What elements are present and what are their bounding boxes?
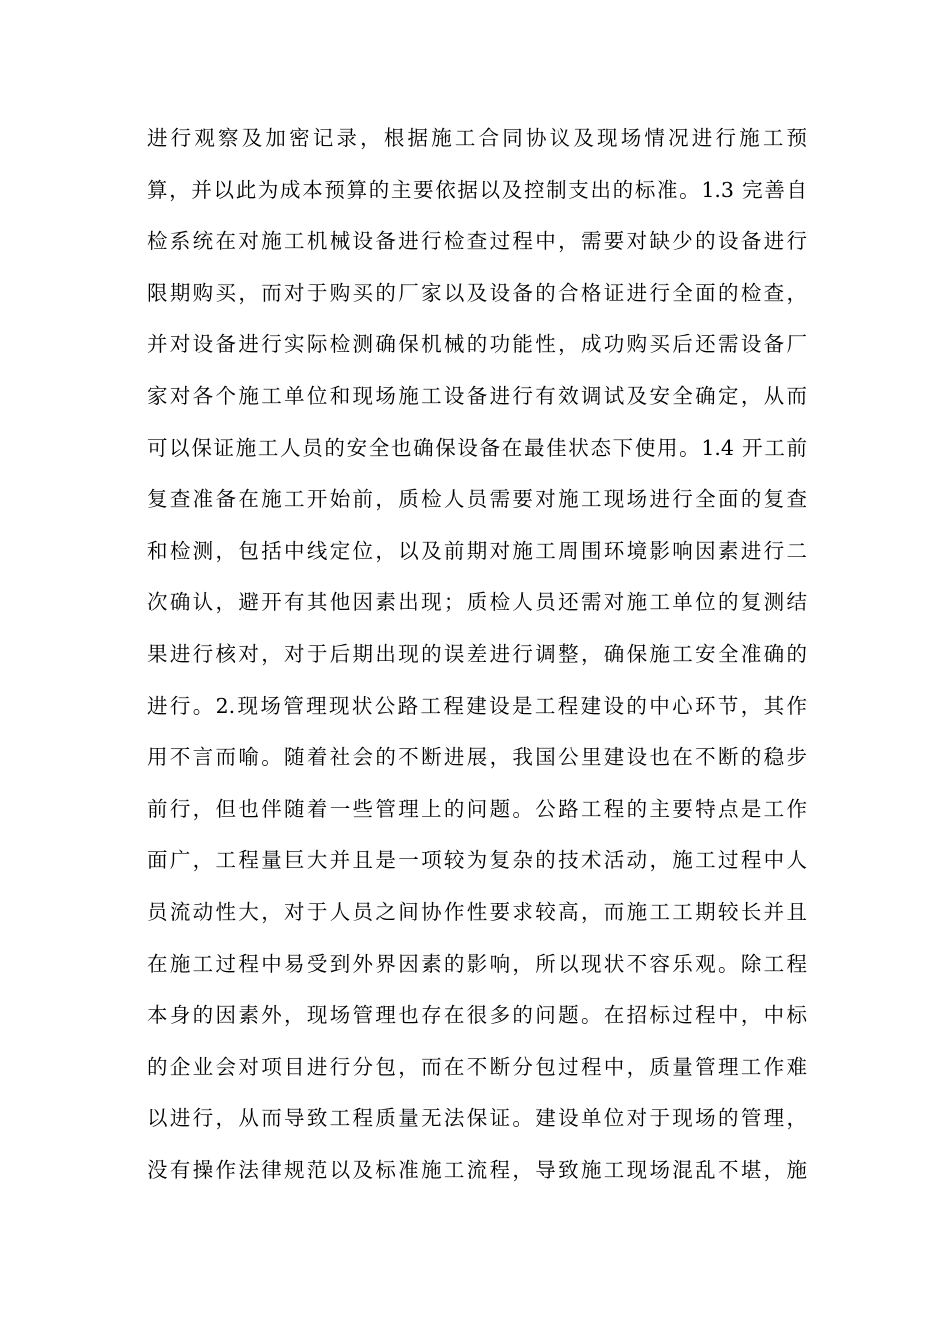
- text-line: 以进行，从而导致工程质量无法保证。建设单位对于现场的管理，: [147, 1106, 807, 1131]
- text-line: 果进行核对，对于后期出现的误差进行调整，确保施工安全准确的: [147, 641, 807, 666]
- text-line: 家对各个施工单位和现场施工设备进行有效调试及安全确定，从而: [147, 383, 807, 408]
- text-line: 限期购买，而对于购买的厂家以及设备的合格证进行全面的检查，: [147, 280, 807, 305]
- text-line: 次确认，避开有其他因素出现；质检人员还需对施工单位的复测结: [147, 590, 807, 615]
- text-line: 复查准备在施工开始前，质检人员需要对施工现场进行全面的复查: [147, 487, 807, 512]
- text-line: 没有操作法律规范以及标准施工流程，导致施工现场混乱不堪，施: [147, 1157, 807, 1182]
- text-line: 员流动性大，对于人员之间协作性要求较高，而施工工期较长并且: [147, 899, 807, 924]
- text-line: 在施工过程中易受到外界因素的影响，所以现状不容乐观。除工程: [147, 951, 807, 976]
- text-line: 面广，工程量巨大并且是一项较为复杂的技术活动，施工过程中人: [147, 848, 807, 873]
- text-line: 和检测，包括中线定位，以及前期对施工周围环境影响因素进行二: [147, 538, 807, 563]
- text-line: 进行观察及加密记录，根据施工合同协议及现场情况进行施工预: [147, 126, 807, 150]
- text-line: 前行，但也伴随着一些管理上的问题。公路工程的主要特点是工作: [147, 796, 807, 821]
- text-line: 用不言而喻。随着社会的不断进展，我国公里建设也在不断的稳步: [147, 745, 807, 770]
- text-line: 的企业会对项目进行分包，而在不断分包过程中，质量管理工作难: [147, 1054, 807, 1079]
- body-text: [147, 118, 807, 1201]
- text-line: 可以保证施工人员的安全也确保设备在最佳状态下使用。1.4 开工前: [147, 435, 807, 460]
- text-line: 并对设备进行实际检测确保机械的功能性，成功购买后还需设备厂: [147, 332, 807, 357]
- text-line: 检系统在对施工机械设备进行检查过程中，需要对缺少的设备进行: [147, 229, 807, 254]
- text-line: 算，并以此为成本预算的主要依据以及控制支出的标准。1.3 完善自: [147, 177, 807, 202]
- text-line: 进行。2.现场管理现状公路工程建设是工程建设的中心环节，其作: [147, 693, 807, 718]
- text-line: 本身的因素外，现场管理也存在很多的问题。在招标过程中，中标: [147, 1003, 807, 1028]
